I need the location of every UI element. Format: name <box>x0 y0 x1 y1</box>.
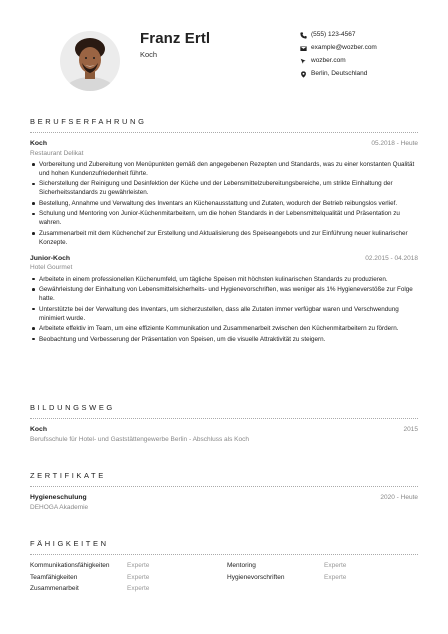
avatar <box>60 31 120 91</box>
contact-location-text: Berlin, Deutschland <box>311 70 368 78</box>
skill-name: Kommunikationsfähigkeiten <box>30 562 110 570</box>
candidate-role: Koch <box>140 50 158 59</box>
contact-list <box>298 29 377 81</box>
degree-date: 2015 <box>403 426 418 434</box>
contact-email[interactable] <box>298 42 377 55</box>
bullet-item: Vorbereitung und Zubereitung von Menüpunkten gemäß den angegebenen Rezepten und Standards, was zu einer konstanten Qualität und hohen Kundenzufriedenheit führte. <box>30 160 418 178</box>
section-title: BERUFSERFAHRUNG <box>30 117 418 133</box>
bullet-item: Bestellung, Annahme und Verwaltung des Inventars an Küchenausstattung und Zutaten, wodurch der Betrieb reibungslos verlief. <box>30 199 418 208</box>
bullet-item: Beobachtung und Verbesserung der Präsentation von Speisen, um die visuelle Attraktivität zu steigern. <box>30 335 418 344</box>
bullet-item: Zusammenarbeit mit dem Küchenchef zur Erstellung und Aktualisierung des Speiseangebots und zur Einführung neuer kulinarischer Konzepte. <box>30 229 418 247</box>
contact-website-text: wozber.com <box>311 57 346 65</box>
education-entry <box>30 426 418 444</box>
section-education <box>30 403 418 452</box>
bullet-item: Unterstützte bei der Verwaltung des Inventars, um sicherzustellen, dass alle Zutaten immer verfügbar waren und Verschwendung minimiert wurde. <box>30 305 418 323</box>
skill-level: Experte <box>127 584 150 592</box>
certificate-date: 2020 - Heute <box>380 494 418 502</box>
location-icon <box>298 70 308 80</box>
bullet-item: Arbeitete in einem professionellen Küchenumfeld, um tägliche Speisen mit höchsten kulinarischen Standards zu produzieren. <box>30 275 418 284</box>
certificate-issuer: DEHOGA Akademie <box>30 503 89 511</box>
bullet-item: Gewährleistung der Einhaltung von Lebensmittelsicherheits- und Hygienevorschriften, was weniger als 1% Hygieneverstöße zur Folge hatte. <box>30 285 418 303</box>
job-date: 05.2018 - Heute <box>371 140 418 148</box>
contact-email-text: example@wozber.com <box>311 44 377 52</box>
skill-name: Hygienevorschriften <box>227 573 285 581</box>
job-title: Koch <box>30 140 47 148</box>
link-icon <box>298 57 308 67</box>
section-certificates <box>30 471 418 520</box>
skill-name: Mentoring <box>227 562 256 570</box>
skill-level: Experte <box>127 573 150 581</box>
degree-detail: Berufsschule für Hotel- und Gaststättengewerbe Berlin - Abschluss als Koch <box>30 435 249 443</box>
certificate-entry <box>30 494 418 512</box>
phone-icon <box>298 31 308 41</box>
certificate-title: Hygieneschulung <box>30 494 87 502</box>
section-experience <box>30 117 418 352</box>
degree-title: Koch <box>30 426 47 434</box>
skill-level: Experte <box>324 562 347 570</box>
contact-phone[interactable] <box>298 29 377 42</box>
contact-website[interactable] <box>298 55 377 68</box>
section-title: BILDUNGSWEG <box>30 403 418 419</box>
experience-entry <box>30 255 418 344</box>
contact-location <box>298 68 377 81</box>
company-name: Hotel Gourmet <box>30 264 73 272</box>
profile-photo <box>60 31 120 91</box>
skill-name: Teamfähigkeiten <box>30 573 78 581</box>
bullet-item: Sicherstellung der Reinigung und Desinfektion der Küche und der Lebensmittelzubereitungsbereiche, um strikte Einhaltung der Sicherheitsstandards zu gewährleisten. <box>30 179 418 197</box>
contact-phone-text: (555) 123-4567 <box>311 31 356 39</box>
candidate-name: Franz Ertl <box>140 30 211 47</box>
job-title: Junior-Koch <box>30 254 71 262</box>
job-bullets <box>30 275 418 344</box>
skill-name: Zusammenarbeit <box>30 584 79 592</box>
skill-level: Experte <box>324 573 347 581</box>
experience-entry <box>30 140 418 247</box>
company-name: Restaurant Delikat <box>30 149 84 157</box>
job-date: 02.2015 - 04.2018 <box>365 254 418 262</box>
section-skills <box>30 539 418 593</box>
section-title: ZERTIFIKATE <box>30 471 418 487</box>
skill-level: Experte <box>127 562 150 570</box>
bullet-item: Arbeitete effektiv im Team, um eine effiziente Kommunikation und Zusammenarbeit zwischen den Küchenmitarbeitern zu fördern. <box>30 324 418 333</box>
email-icon <box>298 44 308 54</box>
skills-grid <box>30 562 418 592</box>
section-title: FÄHIGKEITEN <box>30 539 418 555</box>
job-bullets <box>30 160 418 247</box>
bullet-item: Schulung und Mentoring von Junior-Küchenmitarbeitern, um die hohen Standards in der Lebensmittelqualität und Präsentation zu wahren. <box>30 209 418 227</box>
resume-header <box>30 0 418 108</box>
